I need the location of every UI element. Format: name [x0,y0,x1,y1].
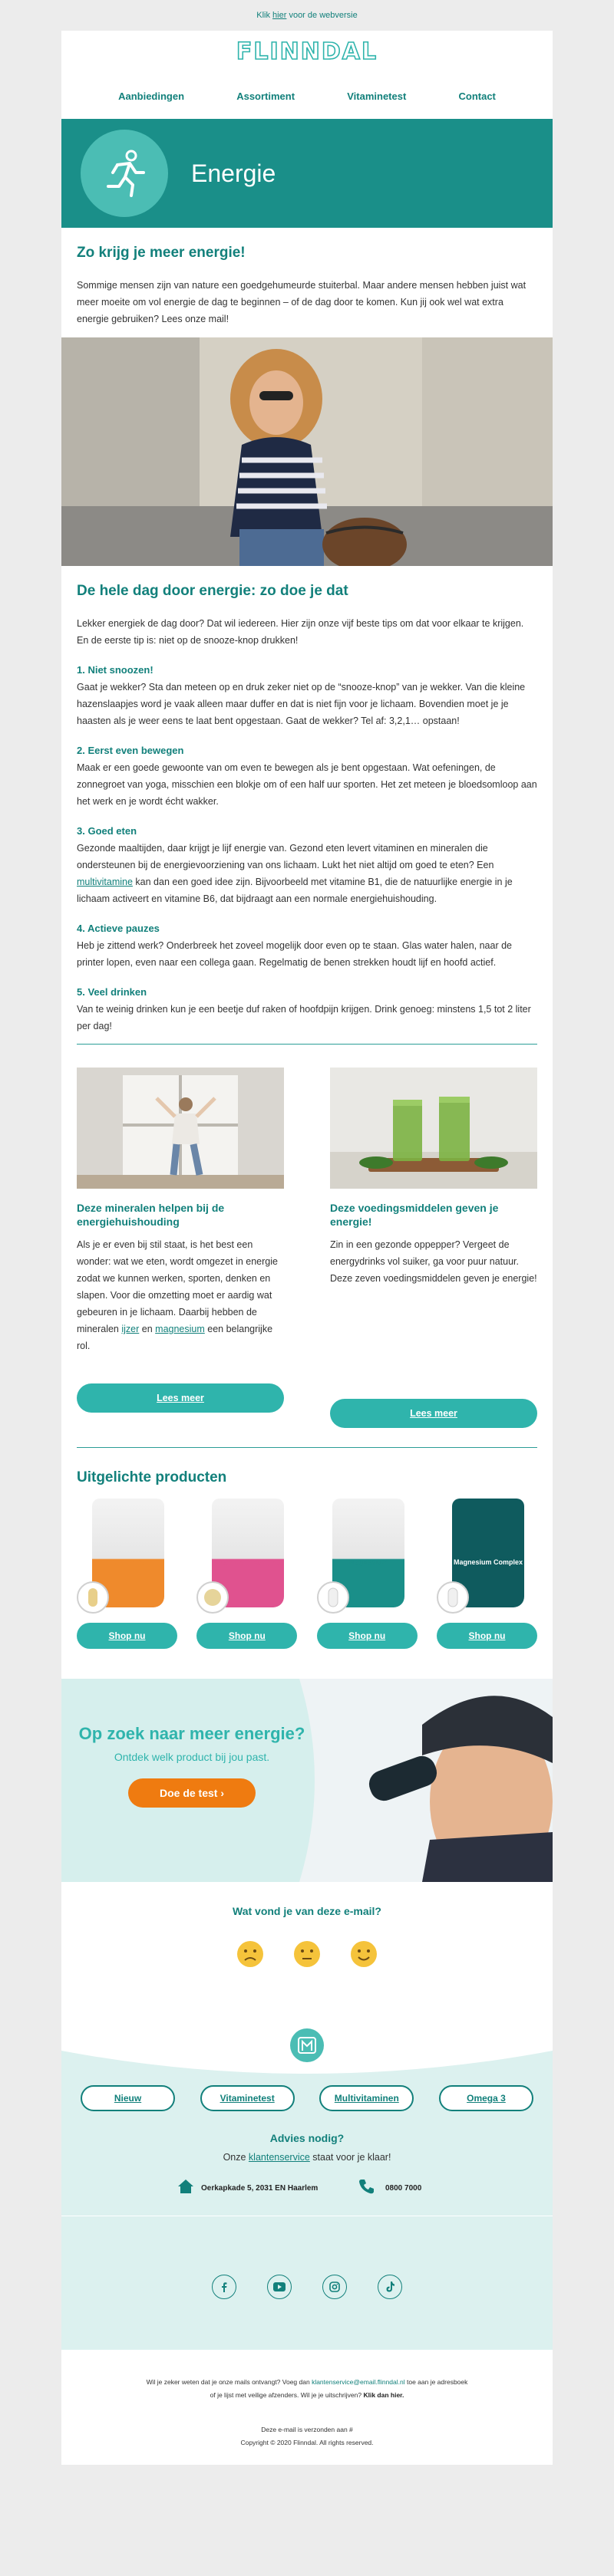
tip-3-text: Gezonde maaltijden, daar krijgt je lijf energie van. Gezond eten levert vitaminen en mineralen die ondersteunen bij de energievoorziening van ons lichaam. Lukt het niet altijd om goed te eten? Een multivitamine kan dan een goed idee zijn. Bijvoorbeeld met vitamine B1, die de natuurlijke energie in je lichaam activeert en vitamine B6, dat bijdraagt aan een normale energiehuishouding. [77,843,513,904]
nav-contact[interactable]: Contact [458,90,496,102]
promo-banner [61,1679,553,1882]
feedback-question: Wat vond je van deze e-mail? [233,1905,381,1917]
instagram-icon[interactable] [322,2275,347,2299]
tip-3 [77,825,537,907]
products-row [61,1499,553,1652]
webversion-line: Klik hier voor de webversie [256,11,358,20]
unsubscribe-note: of je lijst met veilige afzenders. Wil je je uitschrijven? Klik dan hier. [210,2391,404,2399]
product-label: Vitamine B complex [215,1558,282,1566]
tips-section [61,566,553,1040]
article-food [330,1068,537,1447]
chevron-right-icon: › [220,1787,225,1799]
nav-assortiment[interactable]: Assortiment [236,90,295,102]
product-card [77,1499,177,1644]
safe-sender-note: Wil je zeker weten dat je onze mails ontvangt? Voeg dan klantenservice@email.flinndal.nl toe aan je adresboek [146,2378,468,2386]
article-minerals-title: Deze mineralen helpen bij de energiehuishouding [77,1202,225,1228]
product-card [317,1499,418,1644]
tip-5-text: Van te weinig drinken kun je een beetje duf raken of hoofdpijn krijgen. Drink genoeg: minstens 1,5 tot 2 liter per dag! [77,1004,531,1031]
sent-to-note: Deze e-mail is verzonden aan # [261,2426,353,2433]
footer-nieuw-button[interactable]: Nieuw [81,2085,175,2111]
tip-4 [77,923,537,971]
article-food-title: Deze voedingsmiddelen geven je energie! [330,1202,499,1228]
promo-title: Op zoek naar meer energie? [78,1724,305,1743]
tip-5 [77,986,537,1040]
doe-de-test-button[interactable]: Doe de test › [128,1778,256,1808]
product-label: Magnesium [348,1558,388,1566]
tip-2-title: 2. Eerst even bewegen [77,745,184,756]
running-person-icon [81,130,168,217]
intro-text: Sommige mensen zijn van nature een goedgehumeurde stuiterbal. Maar andere mensen hebben juist wat meer moeite om vol energie de dag te beginnen – of de dag door te komen. Kun jij ook wel wat extra energie gebruiken? Lees onze mail! [77,280,527,324]
home-icon [177,2178,195,2199]
woman-cycling-photo [61,337,553,566]
address-block [177,2178,318,2199]
capsule-icon [317,1581,349,1614]
youtube-icon[interactable] [267,2275,292,2299]
tip-1 [77,664,537,729]
phone-icon [358,2178,375,2199]
tip-4-title: 4. Actieve pauzes [77,923,160,934]
article-minerals [77,1068,284,1447]
intro-section [61,228,553,337]
tablet-icon [196,1581,229,1614]
phone-block [358,2178,421,2199]
product-label: Q10 Forte [111,1558,144,1566]
multivitamine-link[interactable]: multivitamine [77,877,133,887]
shop-nu-button[interactable]: Shop nu [317,1623,418,1649]
tip-1-text: Gaat je wekker? Sta dan meteen op en druk zeker niet op de “snooze-knop” van je wekker. Van die kleine hazenslaapjes word je vaak alleen maar duffer en dat is niet fijn voor je lichaam. Bovendien moet je je haasten als je weer eens te laat bent opgestaan. Gaat de wekker? Tel af: 3,2,1… opstaan! [77,682,526,726]
articles-row [61,1068,553,1447]
tips-intro: Lekker energiek de dag door? Dat wil iedereen. Hier zijn onze vijf beste tips om dat voor elkaar te krijgen. En de eerste tip is: niet op de snooze-knop drukken! [77,618,524,646]
flinndal-logo[interactable]: FLINNDAL [236,38,378,65]
happy-face-icon[interactable] [350,1940,378,1972]
feedback-smileys [61,1940,553,1972]
woman-window-photo [77,1068,284,1189]
capsule-icon [77,1581,109,1614]
footer-legal [61,2350,553,2465]
social-row [61,2275,553,2299]
hero-banner [61,119,553,228]
footer-vitaminetest-button[interactable]: Vitaminetest [200,2085,295,2111]
footer-buttons [81,2085,533,2111]
article-minerals-text: Als je er even bij stil staat, is het best een wonder: wat we eten, wordt omgezet in energie zodat we kunnen werken, sporten, denken en slapen. Voor die omzetting moet er aardig wat gebeuren in je lichaam. Daarbij hebben de mineralen ijzer en magnesium een belangrijke rol. [77,1239,278,1351]
email-body [61,31,553,2465]
product-label: Magnesium Complex [453,1558,523,1566]
nav-aanbiedingen[interactable]: Aanbiedingen [118,90,185,102]
flinndal-badge-icon[interactable] [289,2028,325,2067]
footer-omega3-button[interactable]: Omega 3 [439,2085,533,2111]
ijzer-link[interactable]: ijzer [121,1324,140,1334]
tip-5-title: 5. Veel drinken [77,986,147,998]
product-card [437,1499,537,1644]
shop-nu-button[interactable]: Shop nu [77,1623,177,1649]
tip-4-text: Heb je zittend werk? Onderbreek het zoveel mogelijk door even op te staan. Glas water halen, naar de printer lopen, even naar een collega gaan. Regelmatig de benen strekken houdt lijf en hoofd actief. [77,940,512,968]
tiktok-icon[interactable] [378,2275,402,2299]
advice-title: Advies nodig? [269,2132,345,2144]
tip-2-text: Maak er een goede gewoonte van om even te bewegen als je bent opgestaan. Wat oefeningen, de zonnegroet van yoga, misschien een blokje om of een half uur sporten. Het zet meteen je bloedsomloop aan het werk en je wordt écht wakker. [77,762,537,807]
tip-2 [77,745,537,810]
tips-title: De hele dag door energie: zo doe je dat [77,583,348,599]
phone-text[interactable]: 0800 7000 [385,2184,422,2193]
sad-face-icon[interactable] [236,1940,264,1972]
green-smoothies-photo [330,1068,537,1189]
intro-title: Zo krijg je meer energie! [77,245,246,261]
unsubscribe-link[interactable]: Klik dan hier. [363,2391,404,2399]
neutral-face-icon[interactable] [293,1940,321,1972]
shop-nu-button[interactable]: Shop nu [196,1623,297,1649]
promo-subtitle: Ontdek welk product bij jou past. [114,1751,270,1763]
lees-meer-button-food[interactable]: Lees meer [330,1399,537,1428]
tip-3-title: 3. Goed eten [77,825,137,837]
product-card [196,1499,297,1644]
webversion-link[interactable]: hier [272,11,287,20]
main-nav [61,73,553,119]
email-address-link[interactable]: klantenservice@email.flinndal.nl [312,2378,405,2386]
magnesium-link[interactable]: magnesium [155,1324,205,1334]
copyright-note: Copyright © 2020 Flinndal. All rights reserved. [240,2439,374,2446]
products-header [61,1448,553,1499]
facebook-icon[interactable] [212,2275,236,2299]
promo-text [77,1723,307,1808]
shop-nu-button[interactable]: Shop nu [437,1623,537,1649]
footer-main [61,2028,553,2350]
section-divider [77,1044,537,1045]
klantenservice-link[interactable]: klantenservice [248,2152,310,2163]
capsule-icon [437,1581,469,1614]
article-food-text: Zin in een gezonde oppepper? Vergeet de energydrinks vol suiker, ga voor puur natuur. Deze zeven voedingsmiddelen geven je energie! [330,1239,537,1284]
address-text: Oerkapkade 5, 2031 EN Haarlem [201,2184,319,2193]
footer-multivitaminen-button[interactable]: Multivitaminen [319,2085,414,2111]
nav-vitaminetest[interactable]: Vitaminetest [347,90,407,102]
advice-text: Onze klantenservice staat voor je klaar! [223,2152,391,2163]
products-title: Uitgelichte producten [77,1469,227,1485]
hero-title: Energie [191,159,276,187]
lees-meer-button-minerals[interactable]: Lees meer [77,1383,284,1413]
tip-1-title: 1. Niet snoozen! [77,664,154,676]
logo-row [61,31,553,73]
feedback-section [61,1882,553,2028]
